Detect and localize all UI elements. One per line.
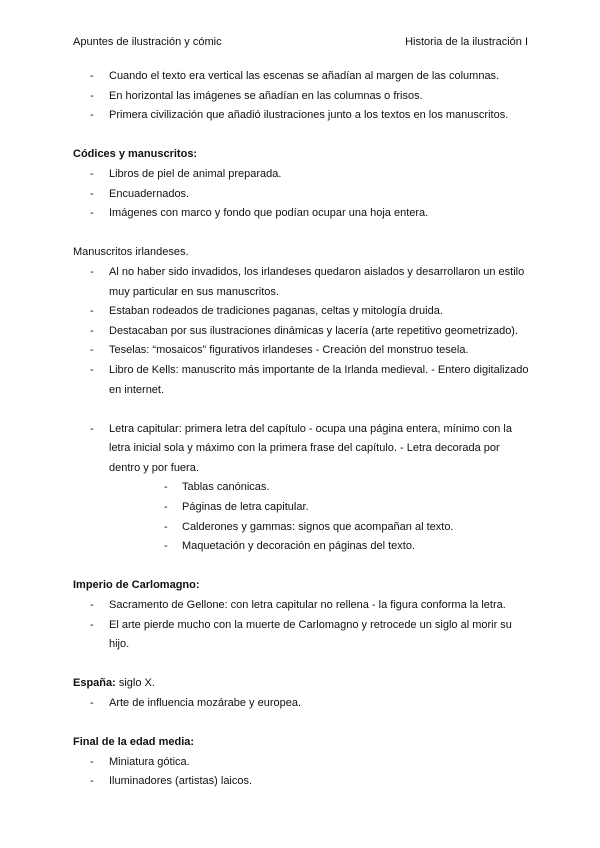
list-item: - Iluminadores (artistas) laicos. bbox=[90, 775, 253, 788]
sub-list-item: - Tablas canónicas. bbox=[164, 481, 270, 494]
espana-list bbox=[73, 694, 533, 714]
sub-list-item: - Calderones y gammas: signos que acompañan al texto. bbox=[164, 520, 454, 533]
section-title-espana: España: siglo X. bbox=[73, 677, 155, 690]
document-body bbox=[73, 67, 533, 792]
section-title-carlomagno: Imperio de Carlomagno: bbox=[73, 579, 200, 592]
page-header bbox=[73, 36, 528, 50]
final-list bbox=[73, 753, 533, 792]
list-item: - Miniatura gótica. bbox=[90, 755, 190, 768]
sub-list-item: - Páginas de letra capitular. bbox=[164, 501, 309, 514]
list-item: - El arte pierde mucho con la muerte de Carlomagno y retrocede un siglo al morir su hijo. bbox=[90, 618, 512, 651]
list-item: - Libros de piel de animal preparada. bbox=[90, 167, 282, 180]
codices-list bbox=[73, 165, 533, 224]
header-right: Historia de la ilustración I bbox=[405, 36, 528, 48]
header-left: Apuntes de ilustración y cómic bbox=[73, 36, 222, 48]
list-item: - En horizontal las imágenes se añadían en las columnas o frisos. bbox=[90, 89, 423, 102]
section-title-irish: Manuscritos irlandeses. bbox=[73, 246, 189, 259]
list-item: - Estaban rodeados de tradiciones paganas, celtas y mitología druida. bbox=[90, 305, 443, 318]
list-item: - Imágenes con marco y fondo que podían ocupar una hoja entera. bbox=[90, 207, 429, 220]
carlomagno-list bbox=[73, 596, 533, 655]
list-item: - Destacaban por sus ilustraciones dinámicas y lacería (arte repetitivo geometrizado). bbox=[90, 324, 519, 337]
list-item: - Cuando el texto era vertical las escenas se añadían al margen de las columnas. bbox=[90, 70, 500, 82]
list-item: - Primera civilización que añadió ilustraciones junto a los textos en los manuscritos. bbox=[90, 109, 509, 122]
list-item: - Letra capitular: primera letra del capítulo - ocupa una página entera, mínimo con la letra inicial sola y máximo con la primera frase del capítulo. - Letra decorada por dentro y por fuera. - Tablas canónicas. - Páginas de letra capitular. - Calderones y gammas: signos que acompañan al texto. - Maquetación y decoración en páginas del texto. bbox=[73, 420, 533, 557]
list-item: - Sacramento de Gellone: con letra capitular no rellena - la figura conforma la letra. bbox=[90, 599, 506, 612]
list-item: - Encuadernados. bbox=[90, 187, 190, 200]
list-item: - Arte de influencia mozárabe y europea. bbox=[90, 697, 302, 709]
list-item: - Libro de Kells: manuscrito más importante de la Irlanda medieval. - Entero digitalizado en internet. bbox=[90, 363, 529, 396]
section-title-final: Final de la edad media: bbox=[73, 736, 195, 749]
list-item: - Al no haber sido invadidos, los irlandeses quedaron aislados y desarrollaron un estilo muy particular en sus manuscritos. bbox=[90, 265, 525, 298]
section-title-codices: Códices y manuscritos: bbox=[73, 148, 198, 161]
irish-list bbox=[73, 263, 533, 400]
sub-list-item: - Maquetación y decoración en páginas del texto. bbox=[164, 540, 415, 553]
capital-sublist bbox=[109, 478, 533, 556]
capital-list bbox=[73, 420, 533, 557]
intro-list bbox=[73, 67, 533, 126]
list-item: - Teselas: “mosaicos” figurativos irlandeses - Creación del monstruo tesela. bbox=[90, 344, 469, 357]
